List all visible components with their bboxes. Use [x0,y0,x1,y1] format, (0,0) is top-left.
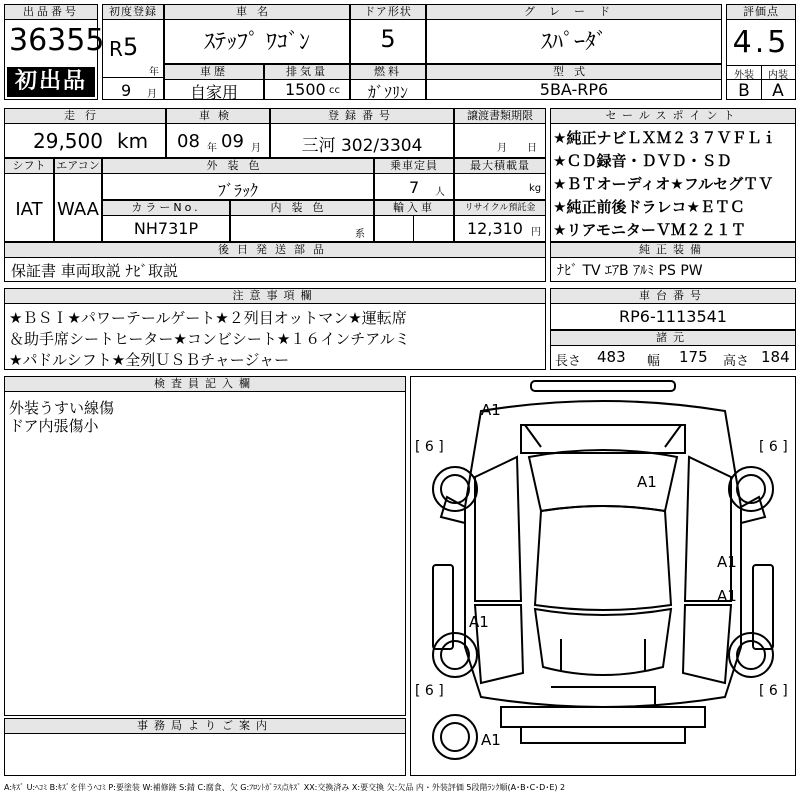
width-label: 幅 [647,354,661,369]
chassis-label: 車台番号 [551,289,795,304]
exterior-grade: B [738,81,750,101]
recycle-value: 12,310 [467,219,523,238]
load-box [454,158,546,200]
first-reg-label: 初度登録 [103,5,163,20]
dimensions-label: 諸元 [551,331,795,346]
lot-label: 出品番号 [5,5,97,20]
interior-label: 内装 [768,70,788,81]
inspection-month-unit: 月 [251,143,261,154]
interior-color-box [230,200,374,242]
grade-label: グレード [427,5,721,20]
notes-box [4,288,546,370]
transfer-month-unit: 月 [497,143,507,154]
office-label: 事務局よりご案内 [5,719,405,734]
year-unit: 年 [149,67,159,78]
score-box [726,4,796,100]
damage-mark: A1 [717,553,737,571]
car-diagram [410,376,796,776]
load-label: 最大積載量 [455,159,545,174]
equipment-box [550,242,796,282]
capacity-label: 乗車定員 [375,159,453,174]
displacement-box [264,64,350,100]
equipment-label: 純正装備 [551,243,795,258]
inspection-year-unit: 年 [207,143,217,154]
shift-label: シフト [5,159,53,174]
inspection-box [166,108,270,158]
car-name-label: 車名 [165,5,349,20]
inspector-line: 外装うすい線傷 [9,399,115,417]
tire-mark: [ 6 ] [759,439,788,455]
reg-month: 9 [121,81,132,100]
sales-point-item: ★純正前後ドラレコ★ＥＴＣ [553,198,745,216]
damage-mark: A1 [637,473,657,491]
notes-line: ★パドルシフト★全列ＵＳＢチャージャー [9,351,290,369]
tire-mark: [ 6 ] [415,683,444,699]
plate-label: 登録番号 [271,109,453,124]
color-no-label: カラーNo. [103,201,229,216]
later-parts-label: 後日発送部品 [5,243,545,258]
shift-value: IAT [15,199,43,220]
import-box [374,200,454,242]
sales-point-item: ★ＣＤ録音・ＤＶＤ・ＳＤ [553,152,732,170]
grade-box [426,4,722,64]
score-label: 評価点 [727,5,795,20]
office-box [4,718,406,776]
inspector-box [4,376,406,716]
color-label: 外装色 [103,159,373,174]
color-value: ﾌﾞﾗｯｸ [217,181,258,200]
equipment-value: ﾅﾋﾞ TV ｴｱB ｱﾙﾐ PS PW [557,263,703,279]
lot-number: 36355 [9,23,105,58]
color-no-box [102,200,230,242]
capacity-box [374,158,454,200]
era-letter: R [109,37,123,61]
plate-value: 三河 302/3304 [301,136,423,156]
color-box [102,158,374,200]
history-box [164,64,264,100]
damage-mark: A1 [481,401,501,419]
first-listing-badge: 初出品 [7,67,95,97]
month-unit: 月 [147,89,157,100]
model-box [426,64,722,100]
model-label: 型式 [427,65,721,80]
history-label: 車歴 [165,65,263,80]
doors-label: ドア形状 [351,5,425,20]
car-outline-drawing [411,377,795,775]
chassis-box [550,288,796,330]
mileage-unit: km [117,129,149,153]
exterior-label: 外装 [734,70,754,81]
interior-grade: A [772,81,784,101]
notes-line: ＆助手席シートヒーター★コンビシート★１６インチアルミ [9,330,410,348]
displacement-label: 排気量 [265,65,349,80]
mileage-box [4,108,166,158]
sales-points-label: セールスポイント [551,109,795,124]
ac-value: WAA [57,199,99,220]
chassis-value: RP6-1113541 [619,307,727,326]
inspector-label: 検査員記入欄 [5,377,405,392]
inspection-month: 09 [221,131,244,152]
fuel-box [350,64,426,100]
fuel-value: ｶﾞｿﾘﾝ [367,83,408,102]
sales-points-box [550,108,796,242]
sales-point-item: ★純正ナビＬＸＭ２３７ＶＦＬｉ [553,129,777,147]
history-value: 自家用 [189,83,238,102]
dimensions-box [550,330,796,370]
mileage-label: 走行 [5,109,165,124]
sales-point-item: ★ＢＴオーディオ★フルセグＴＶ [553,175,774,193]
length-value: 483 [597,348,626,366]
notes-label: 注意事項欄 [5,289,545,304]
width-value: 175 [679,348,708,366]
inspection-year: 08 [177,131,200,152]
first-reg-box [102,4,164,100]
import-label: 輸入車 [375,201,453,216]
damage-mark: A1 [481,731,501,749]
ac-label: エアコン [56,159,100,172]
car-name: ｽﾃｯﾌﾟ ﾜｺﾞﾝ [204,30,310,55]
doors-value: 5 [380,25,396,53]
grade-value: ｽﾊﾟｰﾀﾞ [540,30,607,55]
later-parts-box [4,242,546,282]
car-name-box [164,4,350,64]
displacement-unit: cc [329,85,340,96]
notes-line: ★ＢＳＩ★パワーテールゲート★２列目オットマン★運転席 [9,309,407,327]
inspection-label: 車検 [167,109,269,124]
tire-mark: [ 6 ] [415,439,444,455]
interior-color-label: 内装色 [231,201,373,216]
ac-box [54,158,102,242]
height-label: 高さ [723,354,750,369]
color-no-value: NH731P [133,219,199,238]
doors-box [350,4,426,64]
lot-box [4,4,105,100]
era-year: 5 [123,33,139,61]
recycle-label: リサイクル預託金 [455,201,545,216]
damage-mark: A1 [717,587,737,605]
capacity-unit: 人 [435,187,445,198]
capacity-value: 7 [409,178,420,197]
transfer-label: 譲渡書類期限 [455,109,545,124]
model-value: 5BA-RP6 [539,80,609,99]
displacement-value: 1500 [285,80,326,99]
later-parts-value: 保証書 車両取説 ﾅﾋﾞ取説 [11,262,179,280]
load-unit: kg [529,183,542,194]
mileage-value: 29,500 [33,129,103,153]
legend: A:ｷｽﾞ U:ﾍｺﾐ B:ｷｽﾞを伴うﾍｺﾐ P:要塗装 W:補修跡 S:錆 C:腐食、欠 G:ﾌﾛﾝﾄｶﾞﾗｽ点ｷｽﾞ XX:交換済み X:要交換 欠:欠品 内・外装評価 5段階ﾗﾝｸ順(A･B･C･D･E) 2 [4,783,566,792]
interior-color-unit: 系 [355,229,365,240]
tire-mark: [ 6 ] [759,683,788,699]
fuel-label: 燃料 [351,65,425,80]
transfer-box [454,108,546,158]
recycle-unit: 円 [531,227,541,238]
plate-box [270,108,454,158]
height-value: 184 [761,348,790,366]
length-label: 長さ [555,354,582,369]
shift-box [4,158,54,242]
sales-point-item: ★リアモニターＶＭ２２１Ｔ [553,221,746,239]
damage-mark: A1 [469,613,489,631]
recycle-box [454,200,546,242]
inspector-line: ドア内張傷小 [9,417,99,435]
score-value: 4.5 [732,25,790,60]
transfer-day-unit: 日 [527,143,537,154]
